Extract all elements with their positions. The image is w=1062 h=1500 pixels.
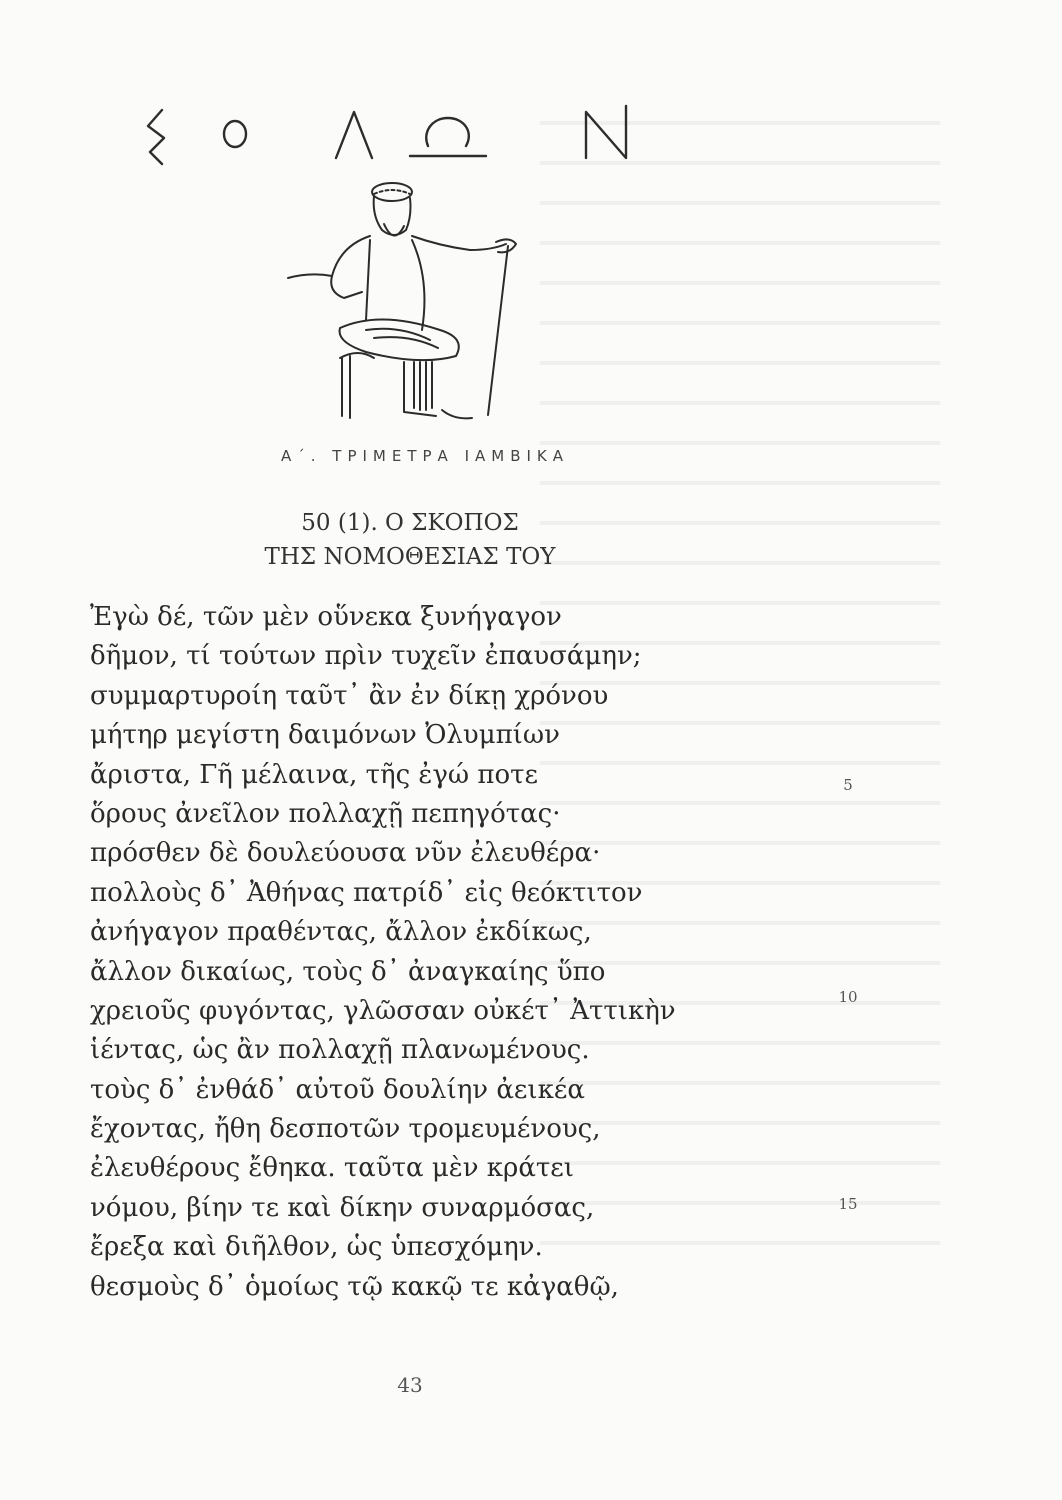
verse-line: ἄριστα, Γῆ μέλαινα, τῆς ἐγώ ποτε bbox=[90, 759, 538, 790]
verse-line: συμμαρτυροίη ταῦτ᾽ ἂν ἐν δίκῃ χρόνου bbox=[90, 680, 609, 711]
verse-line: θεσμοὺς δ᾽ ὁμοίως τῷ κακῷ τε κἀγαθῷ, bbox=[90, 1271, 619, 1302]
poem-heading-line-2: ΤΗΣ ΝΟΜΟΘΕΣΙΑΣ ΤΟΥ bbox=[264, 544, 556, 570]
verse-line: πολλοὺς δ᾽ Ἀθήνας πατρίδ᾽ εἰς θεόκτιτον bbox=[90, 877, 643, 908]
line-number-15: 15 bbox=[838, 1195, 858, 1213]
verse-line: ἔχοντας, ἤθη δεσποτῶν τρομευμένους, bbox=[90, 1114, 601, 1145]
line-number-10: 10 bbox=[838, 988, 858, 1006]
verse-line: ἄλλον δικαίως, τοὺς δ᾽ ἀναγκαίης ὕπο bbox=[90, 956, 606, 987]
verse-line: χρειοῦς φυγόντας, γλῶσσαν οὐκέτ᾽ Ἀττικὴν bbox=[90, 995, 676, 1026]
verse-line: πρόσθεν δὲ δουλεύουσα νῦν ἐλευθέρα· bbox=[90, 838, 601, 869]
verse-line: ἀνήγαγον πραθέντας, ἄλλον ἐκδίκως, bbox=[90, 917, 592, 948]
line-number-5: 5 bbox=[843, 776, 853, 794]
verse-line: νόμου, βίην τε καὶ δίκην συναρμόσας, bbox=[90, 1192, 595, 1223]
poem-heading-line-1: 50 (1). Ο ΣΚΟΠΟΣ bbox=[301, 510, 519, 536]
verse-line: ἐλευθέρους ἔθηκα. ταῦτα μὲν κράτει bbox=[90, 1153, 574, 1184]
verse-line: Ἐγὼ δέ, τῶν μὲν οὕνεκα ξυνήγαγον bbox=[90, 602, 562, 632]
page-number: 43 bbox=[397, 1373, 423, 1397]
verse-line: ἱέντας, ὡς ἂν πολλαχῇ πλανωμένους. bbox=[90, 1035, 590, 1066]
seated-solon-illustration bbox=[270, 180, 530, 430]
verse-line: ἔρεξα καὶ διῆλθον, ὡς ὑπεσχόμην. bbox=[90, 1232, 543, 1263]
verse-line: τοὺς δ᾽ ἐνθάδ᾽ αὐτοῦ δουλίην ἀεικέα bbox=[90, 1074, 585, 1105]
poem-verses bbox=[90, 598, 810, 1307]
verse-line: ὅρους ἀνεῖλον πολλαχῇ πεπηγότας· bbox=[90, 798, 561, 829]
verse-line: δῆμον, τί τούτων πρὶν τυχεῖν ἐπαυσάμην; bbox=[90, 641, 642, 672]
section-label: Α΄. ΤΡΙΜΕΤΡΑ ΙΑΜΒΙΚΑ bbox=[280, 447, 570, 465]
verse-line: μήτηρ μεγίστη δαιμόνων Ὀλυμπίων bbox=[90, 720, 560, 751]
vase-inscription-lettering bbox=[140, 92, 660, 172]
poem-heading bbox=[170, 506, 650, 574]
